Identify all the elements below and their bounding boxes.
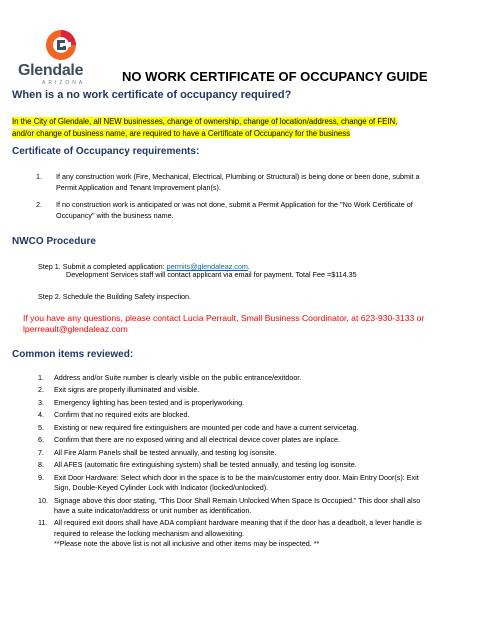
- list-item-number: 2.: [36, 200, 42, 209]
- highlighted-notice-text: In the City of Glendale, all NEW businesses, change of ownership, change of location/address, change of FEIN, and/or change of business name, are required to have a Certificate of Occupancy for the business: [12, 117, 398, 138]
- step-1-text: Step 1. Submit a completed application:: [38, 262, 167, 271]
- procedure-step-2: Step 2. Schedule the Building Safety inspection.: [38, 292, 192, 301]
- contact-notice: If you have any questions, please contact Lucia Perrault, Small Business Coordinator, at 623-930-3133 or lperreault@glendaleaz.com: [23, 313, 425, 334]
- list-item-number: 3.: [38, 397, 44, 407]
- list-item-number: 5.: [38, 422, 44, 432]
- list-item-text: Confirm that no required exits are blocked.: [54, 410, 190, 420]
- list-item: [38, 460, 428, 470]
- list-item-number: 4.: [38, 410, 44, 420]
- list-item-text: Address and/or Suite number is clearly visible on the public entrance/exitdoor.: [54, 373, 302, 382]
- step-1-suffix: .: [247, 262, 250, 271]
- question-heading: When is a no work certificate of occupancy required?: [12, 89, 292, 101]
- list-item: [38, 473, 428, 494]
- list-item: [38, 410, 428, 420]
- logo-wordmark: Glendale: [18, 62, 84, 79]
- permits-email-link[interactable]: permits@glendaleaz.com: [166, 262, 248, 271]
- requirements-list: [36, 171, 426, 227]
- list-item: [38, 448, 428, 458]
- list-item-text: All required exit doors shall have ADA compliant hardware meaning that if the door has a deadbolt, a lever handle is required to release the locking mechanism and allowexiting.: [54, 518, 422, 538]
- list-item-text: If no construction work is anticipated or was not done, submit a Permit Application for the "No Work Certificate of Occupancy" with the business name.: [56, 200, 413, 220]
- common-items-heading: Common items reviewed:: [12, 349, 134, 360]
- list-item: [38, 518, 428, 549]
- list-item-number: 7.: [38, 447, 44, 457]
- glendale-g-icon: [44, 28, 78, 62]
- list-item: [38, 385, 428, 395]
- glendale-logo: [18, 28, 114, 90]
- list-item-text: Confirm that there are no exposed wiring and all electrical device cover plates are inplace.: [54, 435, 341, 445]
- list-item: [36, 199, 426, 221]
- list-item: [38, 398, 428, 408]
- page-title: NO WORK CERTIFICATE OF OCCUPANCY GUIDE: [122, 69, 428, 84]
- list-item-text: Exit signs are properly illuminated and visible.: [54, 385, 200, 395]
- list-item-text: Existing or new required fire extinguishers are mounted per code and have a current servicetag.: [54, 422, 359, 432]
- procedure-step-1-detail: Development Services staff will contact applicant via email for payment. Total Fee =$114.35: [66, 270, 357, 279]
- list-item: [38, 373, 428, 383]
- common-items-list: [38, 373, 428, 552]
- list-item: [38, 496, 428, 517]
- list-item-text: Signage above this door stating, “This Door Shall Remain Unlocked When Space Is Occupied.” This door shall also have a suite indicator/address or unit number as identification.: [54, 495, 421, 515]
- list-item-text: Emergency lighting has been tested and is properlyworking.: [54, 397, 245, 407]
- list-item-text: All AFES (automatic fire extinguishing system) shall be tested annually, and testing log isonsite.: [54, 460, 357, 470]
- highlighted-notice: [12, 116, 412, 139]
- logo-subtitle: ARIZONA: [42, 80, 86, 86]
- disclaimer-note: **Please note the above list is not all inclusive and other items may be inspected. **: [54, 539, 320, 549]
- list-item-number: 2.: [38, 385, 44, 395]
- list-item-number: 1.: [38, 373, 44, 382]
- list-item: [38, 435, 428, 445]
- list-item: [36, 171, 426, 193]
- procedure-heading: NWCO Procedure: [12, 236, 96, 247]
- list-item-number: 8.: [38, 460, 44, 470]
- list-item-number: 6.: [38, 435, 44, 445]
- requirements-heading: Certificate of Occupancy requirements:: [12, 146, 200, 157]
- list-item: [38, 423, 428, 433]
- list-item-text: All Fire Alarm Panels shall be tested annually, and testing log isonsite.: [54, 447, 277, 457]
- list-item-number: 11.: [38, 518, 48, 528]
- list-item-number: 10.: [38, 495, 48, 505]
- list-item-text: Exit Door Hardware: Select which door in the space is to be the main/customer entry door. Main Entry Door(s): Exit Sign, Double-Keyed Cylinder Lock with Indicator (locked/unlocked).: [54, 472, 419, 493]
- list-item-number: 1.: [36, 172, 42, 181]
- list-item-text: If any construction work (Fire, Mechanical, Electrical, Plumbing or Structural) is being done or been done, submit a Permit Application and Tenant Improvement plan(s).: [56, 172, 420, 192]
- list-item-number: 9.: [38, 472, 44, 482]
